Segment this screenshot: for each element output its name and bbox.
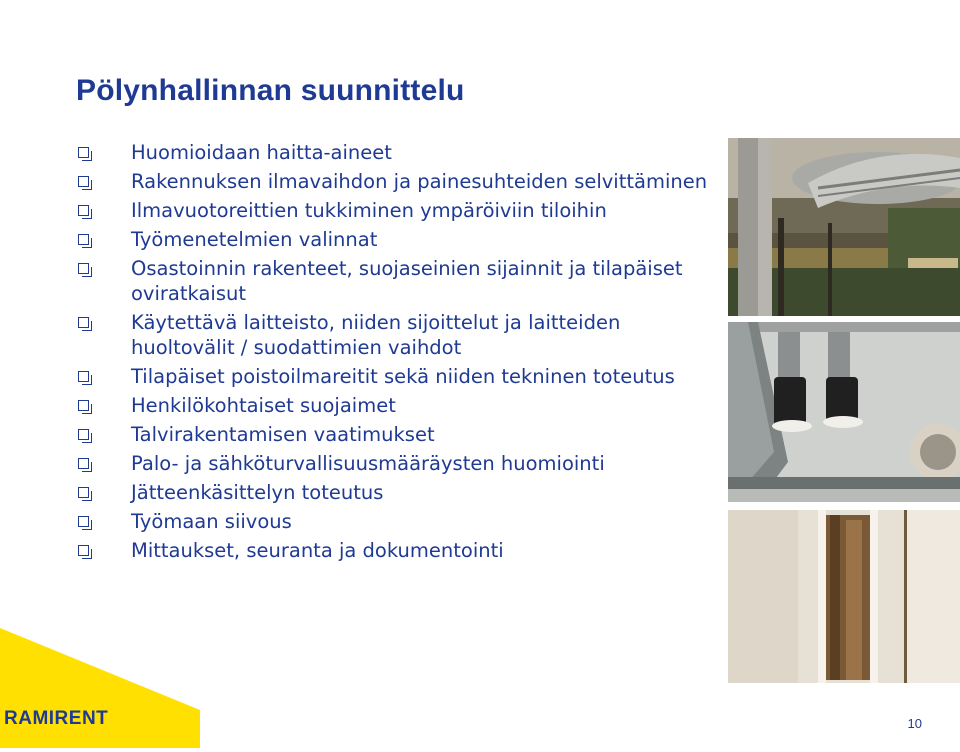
yellow-corner-shape <box>0 628 200 752</box>
list-item <box>76 256 716 306</box>
list-item <box>76 422 716 447</box>
list-item <box>76 310 716 360</box>
list-item-text: Tilapäiset poistoilmareitit sekä niiden tekninen toteutus <box>131 365 675 388</box>
list-item-text: Rakennuksen ilmavaihdon ja painesuhteiden selvittäminen <box>131 170 708 193</box>
photo-ventilation-ducts <box>728 138 960 316</box>
checkbox-bullet-icon <box>78 545 89 556</box>
list-item-text: Huomioidaan haitta-aineet <box>131 141 392 164</box>
list-item <box>76 364 716 389</box>
list-item <box>76 509 716 534</box>
checkbox-bullet-icon <box>78 429 89 440</box>
checkbox-bullet-icon <box>78 263 89 274</box>
list-item-text: Työmaan siivous <box>131 510 292 533</box>
photo-wall-opening <box>728 510 960 683</box>
list-item-text: Osastoinnin rakenteet, suojaseinien sijainnit ja tilapäiset oviratkaisut <box>131 257 683 305</box>
checkbox-bullet-icon <box>78 205 89 216</box>
list-item-text: Mittaukset, seuranta ja dokumentointi <box>131 539 504 562</box>
list-item <box>76 480 716 505</box>
photo-wall-pipes <box>728 322 960 502</box>
list-item-text: Käytettävä laitteisto, niiden sijoittelut ja laitteiden huoltovälit / suodattimien vaihdot <box>131 311 621 359</box>
list-item <box>76 227 716 252</box>
list-item <box>76 140 716 165</box>
list-item-text: Työmenetelmien valinnat <box>131 228 378 251</box>
bullet-list <box>76 140 716 567</box>
list-item-text: Talvirakentamisen vaatimukset <box>131 423 435 446</box>
ramirent-logo: RAMIRENT <box>4 708 109 729</box>
checkbox-bullet-icon <box>78 176 89 187</box>
list-item <box>76 538 716 563</box>
checkbox-bullet-icon <box>78 487 89 498</box>
list-item-text: Ilmavuotoreittien tukkiminen ympäröiviin tiloihin <box>131 199 607 222</box>
list-item-text: Jätteenkäsittelyn toteutus <box>131 481 384 504</box>
checkbox-bullet-icon <box>78 516 89 527</box>
list-item <box>76 451 716 476</box>
checkbox-bullet-icon <box>78 234 89 245</box>
checkbox-bullet-icon <box>78 317 89 328</box>
list-item <box>76 169 716 194</box>
checkbox-bullet-icon <box>78 147 89 158</box>
list-item-text: Palo- ja sähköturvallisuusmääräysten huomiointi <box>131 452 605 475</box>
page-number: 10 <box>907 716 922 731</box>
list-item-text: Henkilökohtaiset suojaimet <box>131 394 396 417</box>
checkbox-bullet-icon <box>78 400 89 411</box>
checkbox-bullet-icon <box>78 371 89 382</box>
checkbox-bullet-icon <box>78 458 89 469</box>
list-item <box>76 393 716 418</box>
list-item <box>76 198 716 223</box>
page-title: Pölynhallinnan suunnittelu <box>76 74 465 107</box>
